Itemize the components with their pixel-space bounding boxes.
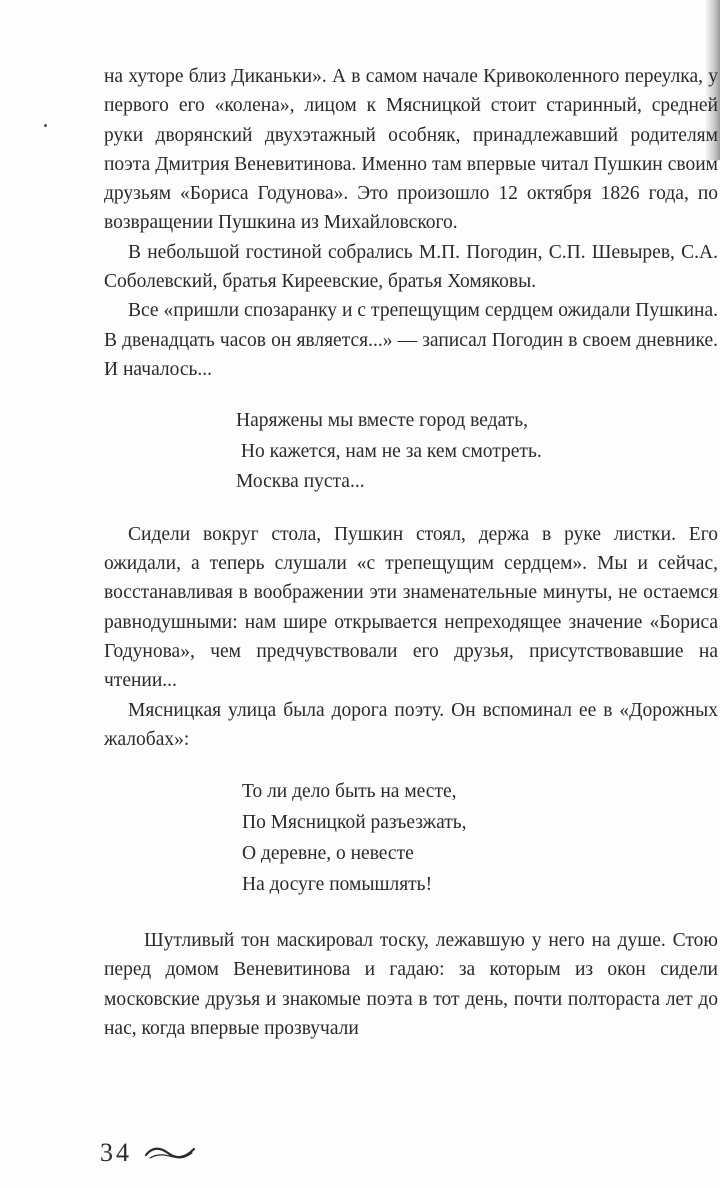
paragraph-5: Мясницкая улица была дорога поэту. Он вспоминал ее в «Дорожных жалобах»: (104, 699, 718, 750)
verse-quote-1 (236, 406, 718, 498)
verse-line: О деревне, о невесте (242, 843, 414, 865)
page-number: 34 (100, 1138, 132, 1167)
verse-line: То ли дело быть на месте, (242, 781, 457, 803)
paragraph-4: Сидели вокруг стола, Пушкин стоял, держа в руке листки. Его ожидали, а теперь слушали «с трепещущим сердцем». Мы и сейчас, восстанавливая в воображении эти знаменательные минуты, не остаемся равнодушными: нам шире открывается непреходящее значение «Бориса Годунова», чем предчувствовали его друзья, присутствовавшие на чтении... (104, 523, 718, 692)
verse-line: Наряжены мы вместе город ведать, (236, 410, 528, 432)
paragraph-1: на хуторе близ Диканьки». А в самом начале Кривоколенного переулка, у первого его «колена», лицом к Мясницкой стоит старинный, средней руки дворянский двухэтажный особняк, принадлежавший родителям поэта Дмитрия Веневитинова. Именно там впервые читал Пушкин своим друзьям «Бориса Годунова». Это произошло 12 октября 1826 года, по возвращении Пушкина из Михайловского. (104, 66, 718, 234)
paragraph-6: Шутливый тон маскировал тоску, лежавшую у него на душе. Стою перед домом Веневитинова и гадаю: за которым из окон сидели московские друзья и знакомые поэта в тот день, почти полтораста лет до нас, когда впервые прозвучали (104, 930, 718, 1040)
scan-speck (44, 124, 47, 127)
body-text (104, 62, 718, 1043)
paragraph-3: Все «пришли спозаранку и с трепещущим сердцем ожидали Пушкина. В двенадцать часов он является...» — записал Погодин в своем дневнике. И началось... (104, 300, 718, 380)
paragraph-2: В небольшой гостиной собрались М.П. Погодин, С.П. Шевырев, С.А. Соболевский, братья Киреевские, братья Хомяковы. (104, 241, 718, 293)
tilde-ornament-icon (144, 1143, 196, 1163)
verse-line: Но кажется, нам не за кем смотреть. (236, 440, 542, 462)
page-footer (100, 1136, 196, 1170)
verse-quote-2 (242, 776, 718, 900)
verse-line: По Мясницкой разъезжать, (242, 812, 467, 834)
verse-line: На досуге помышлять! (242, 874, 433, 896)
verse-line: Москва пуста... (236, 471, 365, 493)
